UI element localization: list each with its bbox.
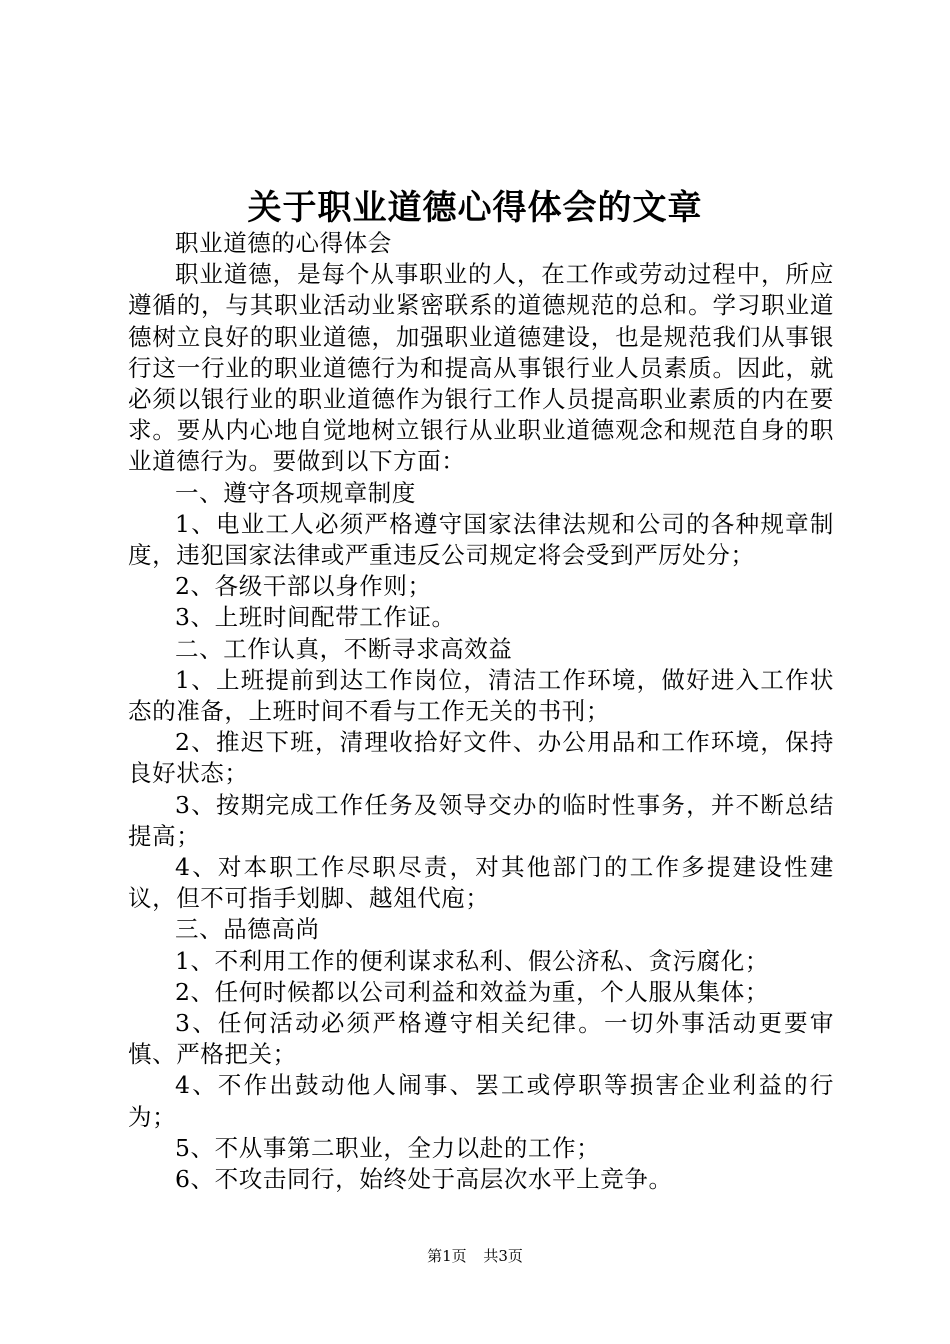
list-item: 5、不从事第二职业，全力以赴的工作； [175,1133,601,1162]
list-item: 1、上班提前到达工作岗位，清洁工作环境，做好进入工作状态的准备，上班时间不看与工作无关的书刊； [128,665,834,726]
list-item: 2、任何时候都以公司利益和效益为重，个人服从集体； [175,977,769,1006]
list-item: 6、不攻击同行，始终处于高层次水平上竞争。 [175,1165,673,1194]
list-item: 4、对本职工作尽职尽责，对其他部门的工作多提建设性建议，但不可指手划脚、越俎代庖； [128,853,834,913]
section-heading: 二、工作认真，不断寻求高效益 [175,634,513,663]
document-body [128,228,834,1195]
paragraph: 职业道德，是每个从事职业的人，在工作或劳动过程中，所应遵循的，与其职业活动业紧密联系的道德规范的总和。学习职业道德树立良好的职业道德，加强职业道德建设，也是规范我们从事银行这一行业的职业道德行为和提高从事银行业人员素质。因此，就必须以银行业的职业道德作为银行工作人员提高职业素质的内在要求。要从内心地自觉地树立银行从业职业道德观念和规范自身的职业道德行为。要做到以下方面： [128,260,834,476]
list-item: 1、电业工人必须严格遵守国家法律法规和公司的各种规章制度，违犯国家法律或严重违反公司规定将会受到严厉处分； [128,509,834,570]
paragraph: 职业道德的心得体会 [175,229,392,257]
list-item: 3、按期完成工作任务及领导交办的临时性事务，并不断总结提高； [128,790,834,850]
list-item: 3、上班时间配带工作证。 [175,603,456,632]
page-total: 共3页 [483,1247,523,1265]
list-item: 3、任何活动必须严格遵守相关纪律。一切外事活动更要审慎、严格把关； [128,1009,834,1069]
page-footer [0,1245,950,1267]
page-number: 第1页 [427,1247,467,1265]
list-item: 4、不作出鼓动他人闹事、罢工或停职等损害企业利益的行为； [128,1071,834,1131]
list-item: 2、各级干部以身作则； [175,572,432,601]
section-heading: 三、品德高尚 [175,915,320,944]
section-heading: 一、遵守各项规章制度 [175,478,416,507]
list-item: 2、推迟下班，清理收拾好文件、办公用品和工作环境，保持良好状态； [128,728,834,788]
list-item: 1、不利用工作的便利谋求私利、假公济私、贪污腐化； [175,946,769,975]
document-title: 关于职业道德心得体会的文章 [247,188,703,228]
